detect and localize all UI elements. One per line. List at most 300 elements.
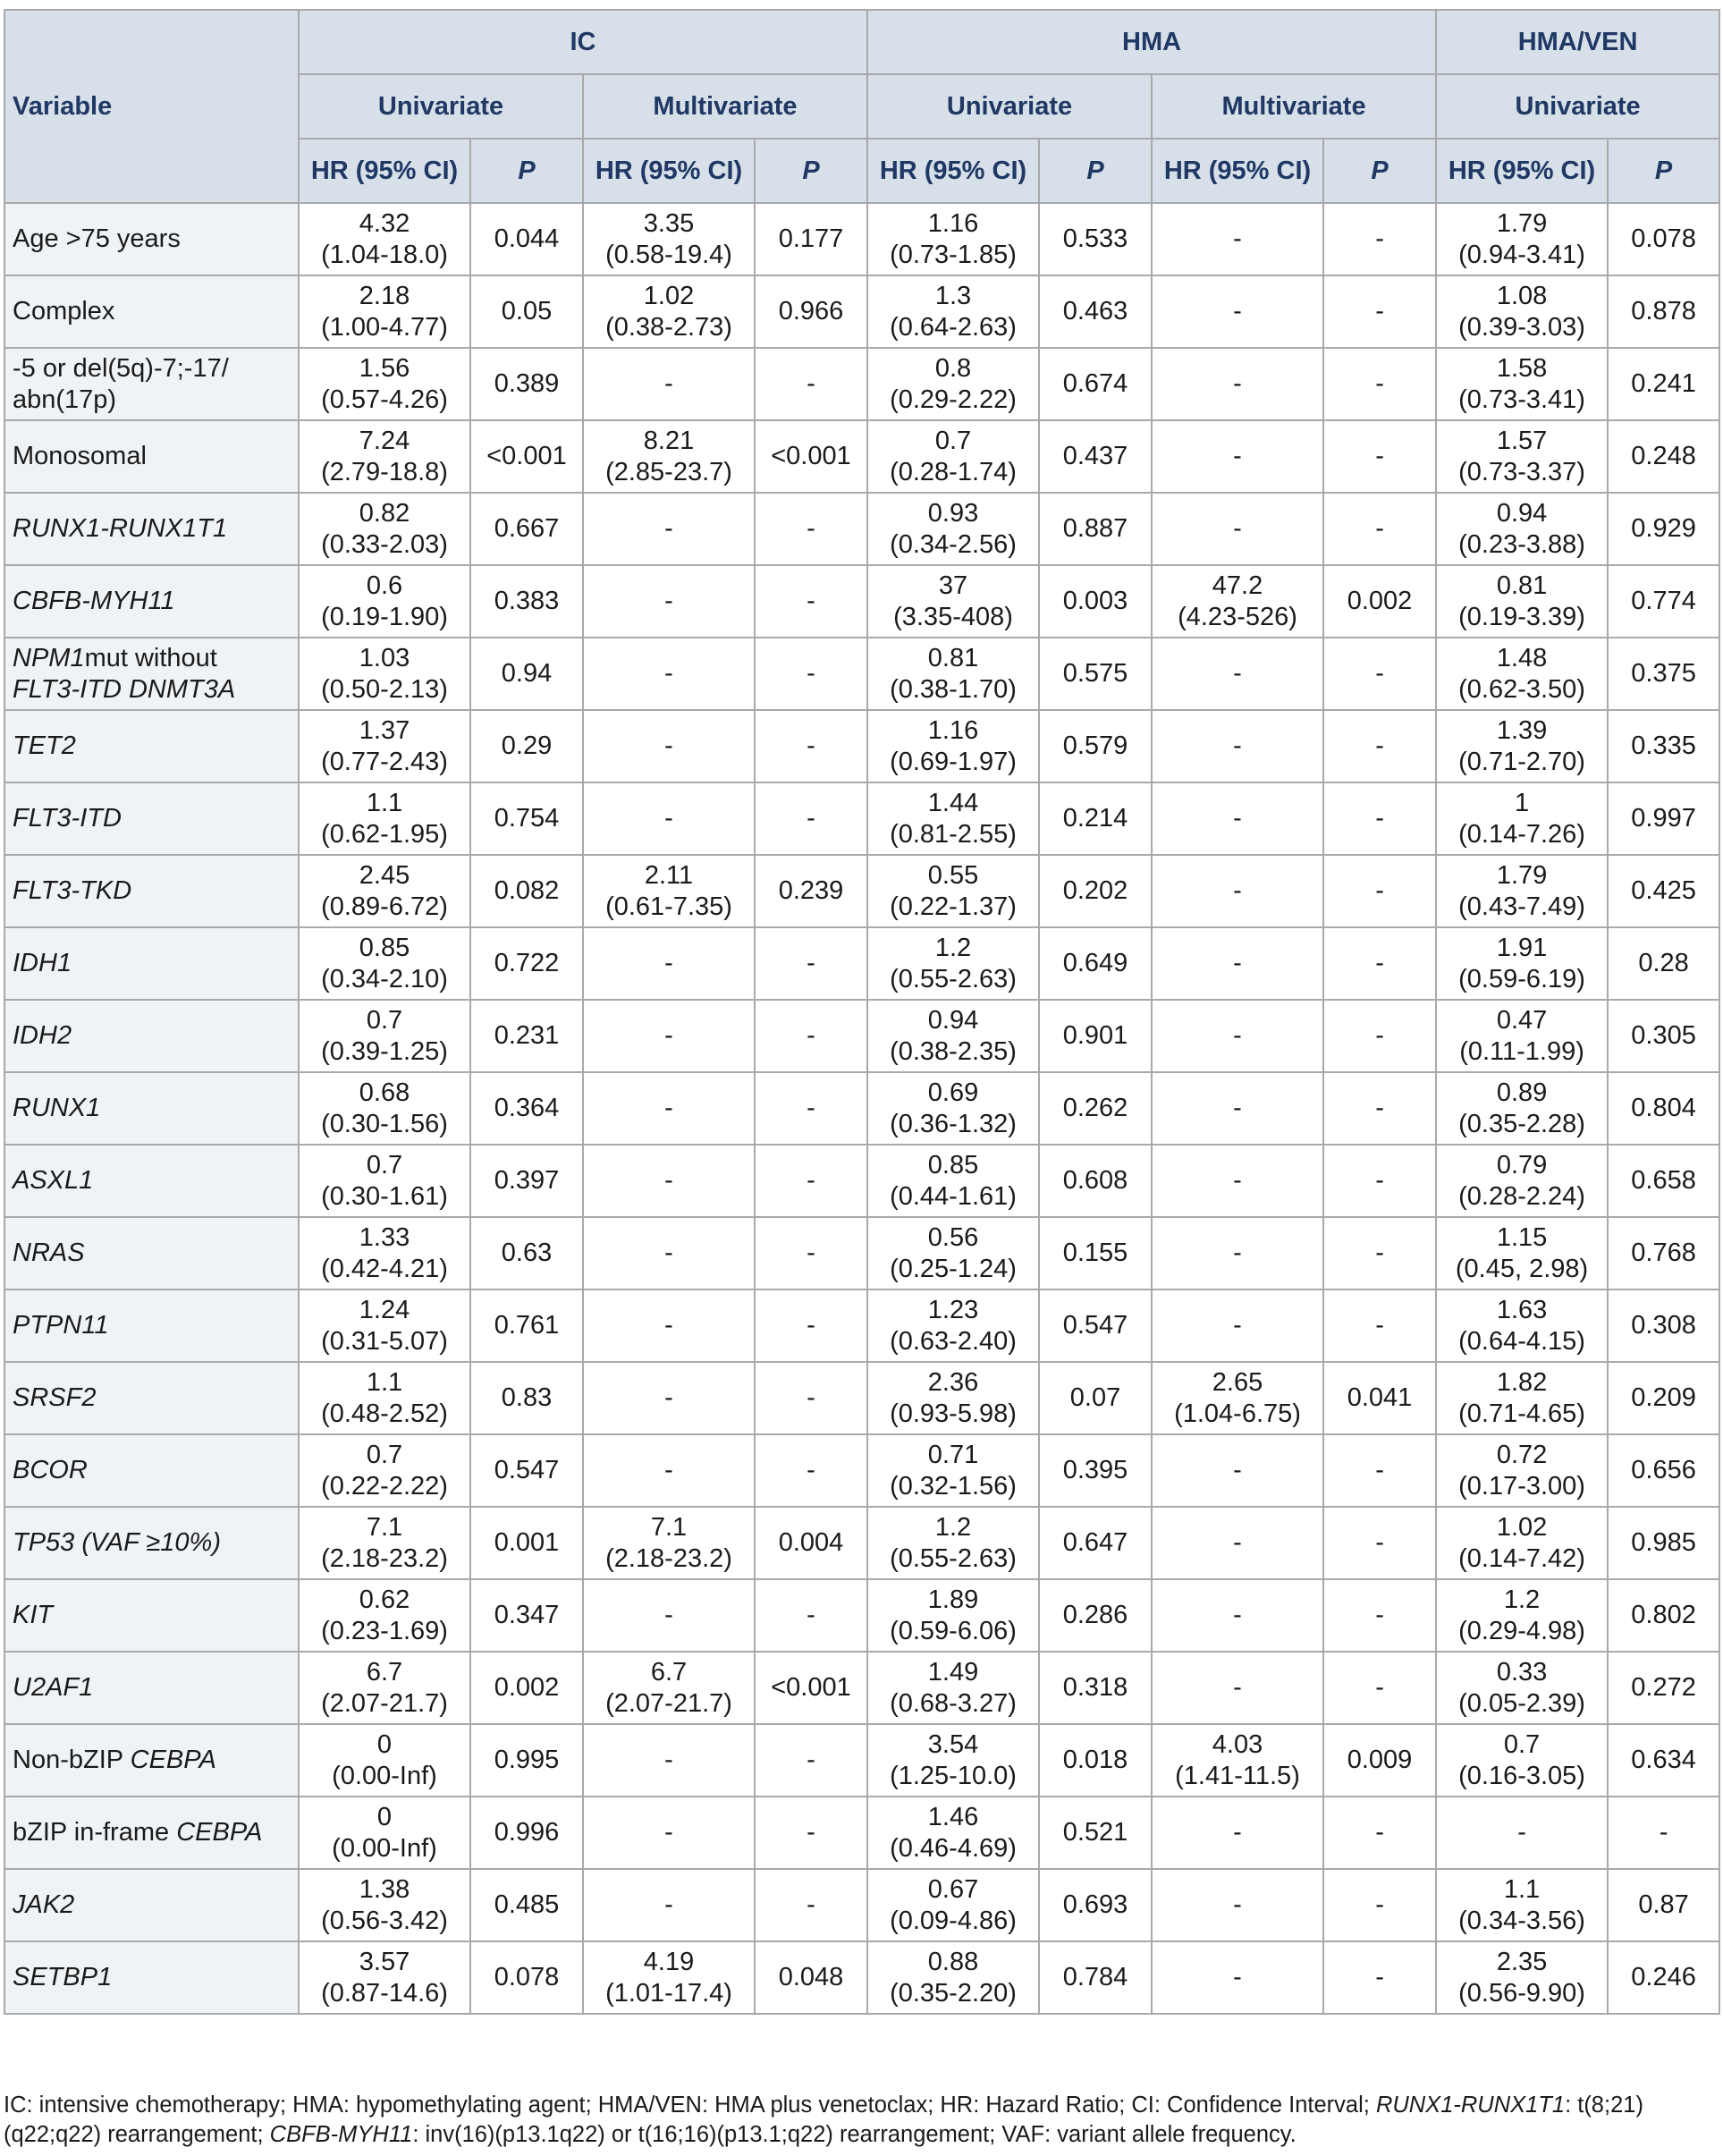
ci-range: (0.19-1.90) bbox=[321, 602, 448, 631]
p-value-cell: - bbox=[1323, 927, 1436, 1000]
hr-cell bbox=[1152, 1507, 1323, 1579]
p-value-cell: 0.28 bbox=[1608, 927, 1719, 1000]
hr-value: 1.2 bbox=[1503, 1585, 1541, 1614]
p-value-cell: 0.658 bbox=[1608, 1145, 1719, 1217]
ci-range: (1.04-18.0) bbox=[321, 240, 448, 269]
hr-value: - bbox=[664, 1818, 673, 1847]
ci-range: (0.57-4.26) bbox=[321, 385, 448, 414]
hr-value: - bbox=[1233, 297, 1242, 326]
variable-label: PTPN11 bbox=[13, 1311, 109, 1340]
hr-header: HR (95% CI) bbox=[867, 139, 1039, 203]
hr-value: 1.1 bbox=[366, 1367, 403, 1397]
ci-range: (0.56-9.90) bbox=[1458, 1978, 1585, 2008]
hr-cell bbox=[867, 1652, 1039, 1724]
hr-cell bbox=[1152, 927, 1323, 1000]
table-row bbox=[4, 1507, 1719, 1579]
p-header-label: P bbox=[1371, 156, 1389, 185]
p-value-cell: <0.001 bbox=[470, 420, 583, 493]
hr-cell bbox=[583, 1724, 755, 1797]
p-value-cell: - bbox=[1323, 1145, 1436, 1217]
p-value-cell: 0.29 bbox=[470, 710, 583, 782]
variable-label: RUNX1-RUNX1T1 bbox=[13, 514, 228, 543]
table-row bbox=[4, 1941, 1719, 2014]
table-row bbox=[4, 1869, 1719, 1941]
hr-cell bbox=[299, 782, 470, 855]
table-body bbox=[4, 203, 1719, 2014]
hr-cell bbox=[1436, 493, 1608, 565]
hr-cell bbox=[1152, 710, 1323, 782]
hr-value: 3.57 bbox=[359, 1947, 410, 1976]
hazard-ratio-table bbox=[4, 9, 1720, 2015]
p-value-cell: 0.002 bbox=[1323, 565, 1436, 638]
p-value-cell: 0.082 bbox=[470, 855, 583, 927]
hr-cell bbox=[299, 1434, 470, 1507]
hr-cell bbox=[867, 493, 1039, 565]
ci-range: (0.05-2.39) bbox=[1458, 1688, 1585, 1718]
p-value-cell: 0.048 bbox=[755, 1941, 867, 2014]
ci-range: (0.48-2.52) bbox=[321, 1399, 448, 1428]
p-value-cell: 0.761 bbox=[470, 1289, 583, 1362]
hr-cell bbox=[1152, 1000, 1323, 1072]
p-value-cell: 0.656 bbox=[1608, 1434, 1719, 1507]
ci-range: (0.64-2.63) bbox=[890, 312, 1017, 342]
hr-cell bbox=[1436, 1289, 1608, 1362]
p-value-cell: 0.754 bbox=[470, 782, 583, 855]
table-header bbox=[4, 10, 1719, 203]
p-value-cell: 0.318 bbox=[1039, 1652, 1152, 1724]
p-value-cell: - bbox=[755, 1217, 867, 1289]
ci-range: (1.00-4.77) bbox=[321, 312, 448, 342]
variable-label: TET2 bbox=[13, 731, 76, 760]
p-value-cell: 0.437 bbox=[1039, 420, 1152, 493]
hr-cell bbox=[867, 1579, 1039, 1652]
p-value-cell: 0.383 bbox=[470, 565, 583, 638]
hr-cell bbox=[299, 1289, 470, 1362]
ci-range: (0.33-2.03) bbox=[321, 529, 448, 559]
hr-cell bbox=[1152, 1217, 1323, 1289]
p-value-cell: - bbox=[1323, 275, 1436, 348]
variable-label: NRAS bbox=[13, 1239, 85, 1267]
ci-range: (0.93-5.98) bbox=[890, 1399, 1017, 1428]
ci-range: (0.77-2.43) bbox=[321, 747, 448, 776]
p-value-cell: 0.966 bbox=[755, 275, 867, 348]
hr-header: HR (95% CI) bbox=[1152, 139, 1323, 203]
p-value-cell: 0.041 bbox=[1323, 1362, 1436, 1434]
hr-value: 1.03 bbox=[359, 643, 410, 672]
ci-range: (0.63-2.40) bbox=[890, 1326, 1017, 1356]
ci-range: (0.43-7.49) bbox=[1458, 892, 1585, 921]
ci-range: (0.59-6.19) bbox=[1458, 964, 1585, 993]
variable-cell bbox=[4, 275, 299, 348]
ci-range: (4.23-526) bbox=[1178, 602, 1297, 631]
hr-value: 1.15 bbox=[1496, 1222, 1548, 1252]
hr-cell bbox=[1436, 927, 1608, 1000]
hr-value: 1.57 bbox=[1496, 426, 1548, 455]
hr-cell bbox=[299, 1941, 470, 2014]
ci-range: (0.17-3.00) bbox=[1458, 1471, 1585, 1501]
variable-cell bbox=[4, 1797, 299, 1869]
table-row bbox=[4, 1652, 1719, 1724]
hr-value: 0.7 bbox=[1503, 1729, 1541, 1759]
hr-cell bbox=[583, 275, 755, 348]
footnote-text: IC: intensive chemotherapy; HMA: hypomethylating agent; HMA/VEN: HMA plus venetoclax; HR: Hazard Ratio; CI: Confidence Interval; bbox=[4, 2093, 1376, 2118]
p-value-cell: 0.647 bbox=[1039, 1507, 1152, 1579]
hr-value: 0.69 bbox=[927, 1078, 979, 1107]
hr-value: - bbox=[1233, 1094, 1242, 1122]
hr-value: 0.94 bbox=[927, 1005, 979, 1035]
hr-value: - bbox=[664, 587, 673, 615]
hr-value: 1 bbox=[1514, 788, 1530, 817]
hr-value: 1.2 bbox=[934, 1512, 972, 1542]
hr-cell bbox=[1436, 1362, 1608, 1434]
hr-cell bbox=[867, 1869, 1039, 1941]
hr-cell bbox=[583, 782, 755, 855]
ci-range: (0.94-3.41) bbox=[1458, 240, 1585, 269]
hr-cell bbox=[583, 1579, 755, 1652]
hr-cell bbox=[867, 1289, 1039, 1362]
footnote-text: : inv(16)(p13.1q22) or t(16;16)(p13.1;q22) rearrangement; VAF: variant allele frequency. bbox=[412, 2122, 1296, 2147]
variable-label-part: NPM1 bbox=[13, 643, 85, 672]
hr-cell bbox=[583, 855, 755, 927]
hr-cell bbox=[867, 420, 1039, 493]
hr-cell bbox=[1436, 1507, 1608, 1579]
hr-value: 1.48 bbox=[1496, 643, 1548, 672]
p-value-cell: 0.209 bbox=[1608, 1362, 1719, 1434]
hr-cell bbox=[1436, 348, 1608, 420]
variable-cell bbox=[4, 1869, 299, 1941]
ci-range: (2.85-23.7) bbox=[605, 457, 732, 486]
hr-value: 4.32 bbox=[359, 208, 410, 238]
p-value-cell: - bbox=[1323, 1941, 1436, 2014]
hr-value: 0.88 bbox=[927, 1947, 979, 1976]
p-value-cell: - bbox=[1323, 1507, 1436, 1579]
hr-value: 0.7 bbox=[366, 1005, 403, 1035]
ci-range: (0.44-1.61) bbox=[890, 1181, 1017, 1211]
ci-range: (0.38-1.70) bbox=[890, 674, 1017, 704]
hr-cell bbox=[867, 1507, 1039, 1579]
hr-cell bbox=[583, 1652, 755, 1724]
p-value-cell: 0.804 bbox=[1608, 1072, 1719, 1145]
ci-range: (1.01-17.4) bbox=[605, 1978, 732, 2008]
p-value-cell: - bbox=[755, 565, 867, 638]
hr-value: 0.81 bbox=[1496, 571, 1548, 600]
hr-cell bbox=[1436, 203, 1608, 275]
hr-value: - bbox=[1233, 442, 1242, 470]
hr-cell bbox=[299, 1797, 470, 1869]
hr-cell bbox=[299, 1072, 470, 1145]
hr-value: - bbox=[1233, 1311, 1242, 1340]
hr-value: 2.11 bbox=[644, 860, 694, 890]
p-value-cell: - bbox=[755, 348, 867, 420]
p-value-cell: 0.547 bbox=[1039, 1289, 1152, 1362]
hr-cell bbox=[1152, 420, 1323, 493]
p-value-cell: 0.397 bbox=[470, 1145, 583, 1217]
hr-value: 1.16 bbox=[927, 208, 979, 238]
p-value-cell: 0.83 bbox=[470, 1362, 583, 1434]
p-value-cell: - bbox=[755, 1145, 867, 1217]
p-value-cell: 0.63 bbox=[470, 1217, 583, 1289]
p-value-cell: <0.001 bbox=[755, 1652, 867, 1724]
hr-value: - bbox=[664, 1601, 673, 1629]
p-value-cell: - bbox=[1323, 420, 1436, 493]
hr-cell bbox=[583, 1362, 755, 1434]
hr-cell bbox=[299, 348, 470, 420]
variable-cell bbox=[4, 1507, 299, 1579]
ci-range: (0.62-1.95) bbox=[321, 819, 448, 849]
table-row bbox=[4, 1289, 1719, 1362]
hr-value: - bbox=[1233, 1963, 1242, 1991]
ci-range: (0.73-1.85) bbox=[890, 240, 1017, 269]
p-value-cell: - bbox=[1323, 1652, 1436, 1724]
hr-value: 8.21 bbox=[643, 426, 695, 455]
subgroup-header-ic-multivariate: Multivariate bbox=[583, 74, 867, 139]
p-value-cell: 0.533 bbox=[1039, 203, 1152, 275]
ci-range: (0.28-1.74) bbox=[890, 457, 1017, 486]
ci-range: (0.31-5.07) bbox=[321, 1326, 448, 1356]
hr-cell bbox=[1436, 638, 1608, 710]
hr-cell bbox=[583, 1434, 755, 1507]
hr-cell bbox=[1436, 1579, 1608, 1652]
hr-cell bbox=[583, 1869, 755, 1941]
hr-value: - bbox=[1233, 1239, 1242, 1267]
variable-label: SRSF2 bbox=[13, 1383, 97, 1412]
hr-cell bbox=[1152, 782, 1323, 855]
hr-cell bbox=[1152, 1797, 1323, 1869]
hr-value: 1.79 bbox=[1496, 860, 1548, 890]
hr-value: 0.89 bbox=[1496, 1078, 1548, 1107]
p-header-label: P bbox=[518, 156, 536, 185]
variable-cell bbox=[4, 203, 299, 275]
hr-cell bbox=[299, 1507, 470, 1579]
hr-value: 2.18 bbox=[359, 281, 410, 310]
hr-value: 0 bbox=[376, 1729, 393, 1759]
hr-value: 0.7 bbox=[934, 426, 972, 455]
hr-value: 0.81 bbox=[927, 643, 979, 672]
table-row bbox=[4, 493, 1719, 565]
hr-value: 0.7 bbox=[366, 1150, 403, 1179]
p-value-cell: <0.001 bbox=[755, 420, 867, 493]
hr-value: 0.8 bbox=[934, 353, 972, 383]
ci-range: (0.23-1.69) bbox=[321, 1616, 448, 1645]
hr-header: HR (95% CI) bbox=[1436, 139, 1608, 203]
table-row bbox=[4, 565, 1719, 638]
hr-value: 1.16 bbox=[927, 715, 979, 745]
hr-value: 1.37 bbox=[359, 715, 410, 745]
ci-range: (0.32-1.56) bbox=[890, 1471, 1017, 1501]
ci-range: (0.25-1.24) bbox=[890, 1254, 1017, 1283]
hr-cell bbox=[1436, 855, 1608, 927]
p-value-cell: - bbox=[755, 493, 867, 565]
hr-cell bbox=[1152, 855, 1323, 927]
ci-range: (0.35-2.20) bbox=[890, 1978, 1017, 2008]
hr-value: - bbox=[664, 1021, 673, 1050]
hr-cell bbox=[1436, 1797, 1608, 1869]
p-value-cell: - bbox=[1323, 710, 1436, 782]
table-footnote bbox=[4, 2091, 1719, 2150]
p-value-cell: 0.272 bbox=[1608, 1652, 1719, 1724]
p-value-cell: - bbox=[1323, 1217, 1436, 1289]
table-row bbox=[4, 420, 1719, 493]
subgroup-header-ic-univariate: Univariate bbox=[299, 74, 583, 139]
p-value-cell: 0.044 bbox=[470, 203, 583, 275]
table-row bbox=[4, 275, 1719, 348]
hr-value: 4.03 bbox=[1212, 1729, 1263, 1759]
ci-range: (0.00-Inf) bbox=[332, 1761, 437, 1790]
ci-range: (0.19-3.39) bbox=[1458, 602, 1585, 631]
hr-cell bbox=[583, 1217, 755, 1289]
variable-cell bbox=[4, 493, 299, 565]
hr-cell bbox=[299, 1145, 470, 1217]
p-header bbox=[1323, 139, 1436, 203]
p-value-cell: 0.87 bbox=[1608, 1869, 1719, 1941]
ci-range: (0.22-1.37) bbox=[890, 892, 1017, 921]
hr-value: - bbox=[1233, 1890, 1242, 1919]
hr-value: - bbox=[1233, 731, 1242, 760]
hr-value: 1.3 bbox=[934, 281, 972, 310]
hr-cell bbox=[299, 1362, 470, 1434]
hr-cell bbox=[583, 493, 755, 565]
hr-value: - bbox=[1233, 1021, 1242, 1050]
p-value-cell: - bbox=[755, 1000, 867, 1072]
p-value-cell: 0.521 bbox=[1039, 1797, 1152, 1869]
p-value-cell: 0.004 bbox=[755, 1507, 867, 1579]
ci-range: (0.22-2.22) bbox=[321, 1471, 448, 1501]
p-value-cell: 0.214 bbox=[1039, 782, 1152, 855]
variable-label-part: CEBPA bbox=[130, 1746, 216, 1774]
hr-value: 0.71 bbox=[927, 1440, 979, 1469]
variable-cell bbox=[4, 1145, 299, 1217]
variable-label: JAK2 bbox=[13, 1890, 75, 1919]
p-value-cell: 0.241 bbox=[1608, 348, 1719, 420]
table-row bbox=[4, 782, 1719, 855]
hr-value: 1.24 bbox=[359, 1295, 410, 1324]
p-value-cell: 0.901 bbox=[1039, 1000, 1152, 1072]
p-value-cell: - bbox=[1323, 203, 1436, 275]
ci-range: (2.18-23.2) bbox=[605, 1543, 732, 1573]
p-header bbox=[755, 139, 867, 203]
p-value-cell: - bbox=[1323, 348, 1436, 420]
hr-cell bbox=[1152, 348, 1323, 420]
ci-range: (0.28-2.24) bbox=[1458, 1181, 1585, 1211]
hr-cell bbox=[867, 1797, 1039, 1869]
ci-range: (0.38-2.73) bbox=[605, 312, 732, 342]
hr-value: 1.33 bbox=[359, 1222, 410, 1252]
hr-value: 2.36 bbox=[927, 1367, 979, 1397]
hr-cell bbox=[867, 348, 1039, 420]
hr-cell bbox=[299, 493, 470, 565]
p-value-cell: - bbox=[755, 1869, 867, 1941]
hr-value: - bbox=[664, 369, 673, 398]
hr-cell bbox=[583, 1000, 755, 1072]
hr-value: 1.63 bbox=[1496, 1295, 1548, 1324]
p-value-cell: 0.997 bbox=[1608, 782, 1719, 855]
hr-value: 1.1 bbox=[366, 788, 403, 817]
hr-value: 1.2 bbox=[934, 933, 972, 962]
hr-cell bbox=[583, 565, 755, 638]
p-value-cell: - bbox=[1323, 1289, 1436, 1362]
hr-cell bbox=[583, 927, 755, 1000]
ci-range: (0.56-3.42) bbox=[321, 1906, 448, 1935]
group-header-ic: IC bbox=[299, 10, 867, 74]
p-value-cell: 0.768 bbox=[1608, 1217, 1719, 1289]
p-value-cell: 0.078 bbox=[1608, 203, 1719, 275]
hr-cell bbox=[299, 1724, 470, 1797]
hr-value: 0.94 bbox=[1496, 498, 1548, 528]
hr-header: HR (95% CI) bbox=[583, 139, 755, 203]
p-value-cell: - bbox=[755, 710, 867, 782]
hr-value: 1.58 bbox=[1496, 353, 1548, 383]
hr-value: 0.7 bbox=[366, 1440, 403, 1469]
hr-cell bbox=[867, 638, 1039, 710]
hr-cell bbox=[1152, 1724, 1323, 1797]
ci-range: (0.30-1.56) bbox=[321, 1109, 448, 1138]
p-value-cell: 0.364 bbox=[470, 1072, 583, 1145]
p-value-cell: 0.305 bbox=[1608, 1000, 1719, 1072]
hr-value: - bbox=[1233, 1673, 1242, 1702]
hr-value: 0.68 bbox=[359, 1078, 410, 1107]
footnote-text: : t(8;21)(q22;q22) rearrangement; bbox=[4, 2093, 1643, 2147]
hr-cell bbox=[1152, 565, 1323, 638]
ci-range: (0.42-4.21) bbox=[321, 1254, 448, 1283]
variable-cell bbox=[4, 782, 299, 855]
hr-cell bbox=[583, 1289, 755, 1362]
variable-label: BCOR bbox=[13, 1456, 88, 1484]
p-value-cell: 0.078 bbox=[470, 1941, 583, 2014]
hr-value: - bbox=[1233, 514, 1242, 543]
hr-value: - bbox=[1233, 659, 1242, 688]
hr-value: - bbox=[1233, 1456, 1242, 1484]
hr-cell bbox=[1436, 1072, 1608, 1145]
p-value-cell: 0.985 bbox=[1608, 1507, 1719, 1579]
p-value-cell: 0.001 bbox=[470, 1507, 583, 1579]
hr-cell bbox=[1436, 275, 1608, 348]
hr-cell bbox=[1436, 1434, 1608, 1507]
p-value-cell: - bbox=[1323, 855, 1436, 927]
ci-range: (0.14-7.26) bbox=[1458, 819, 1585, 849]
p-value-cell: 0.929 bbox=[1608, 493, 1719, 565]
hr-value: 0.47 bbox=[1496, 1005, 1548, 1035]
hr-value: - bbox=[664, 1094, 673, 1122]
hr-cell bbox=[583, 638, 755, 710]
ci-range: (0.34-2.56) bbox=[890, 529, 1017, 559]
p-value-cell: 0.246 bbox=[1608, 1941, 1719, 2014]
ci-range: (0.34-2.10) bbox=[321, 964, 448, 993]
variable-header: Variable bbox=[4, 10, 299, 203]
variable-label: RUNX1 bbox=[13, 1094, 101, 1122]
hr-value: 1.39 bbox=[1496, 715, 1548, 745]
ci-range: (0.73-3.37) bbox=[1458, 457, 1585, 486]
hr-value: 7.1 bbox=[366, 1512, 403, 1542]
hr-cell bbox=[583, 1145, 755, 1217]
p-value-cell: 0.575 bbox=[1039, 638, 1152, 710]
hr-value: 37 bbox=[938, 571, 968, 600]
p-value-cell: 0.634 bbox=[1608, 1724, 1719, 1797]
p-value-cell: - bbox=[755, 927, 867, 1000]
p-value-cell: - bbox=[755, 1797, 867, 1869]
ci-range: (0.71-2.70) bbox=[1458, 747, 1585, 776]
variable-label-part: Non-bZIP bbox=[13, 1746, 131, 1774]
p-value-cell: 0.667 bbox=[470, 493, 583, 565]
hr-value: - bbox=[664, 1311, 673, 1340]
hr-cell bbox=[1436, 782, 1608, 855]
hr-cell bbox=[1152, 1434, 1323, 1507]
ci-range: (2.07-21.7) bbox=[321, 1688, 448, 1718]
variable-cell bbox=[4, 1434, 299, 1507]
hr-value: - bbox=[664, 804, 673, 833]
variable-label: KIT bbox=[13, 1601, 54, 1629]
p-value-cell: 0.802 bbox=[1608, 1579, 1719, 1652]
hr-cell bbox=[1436, 1941, 1608, 2014]
